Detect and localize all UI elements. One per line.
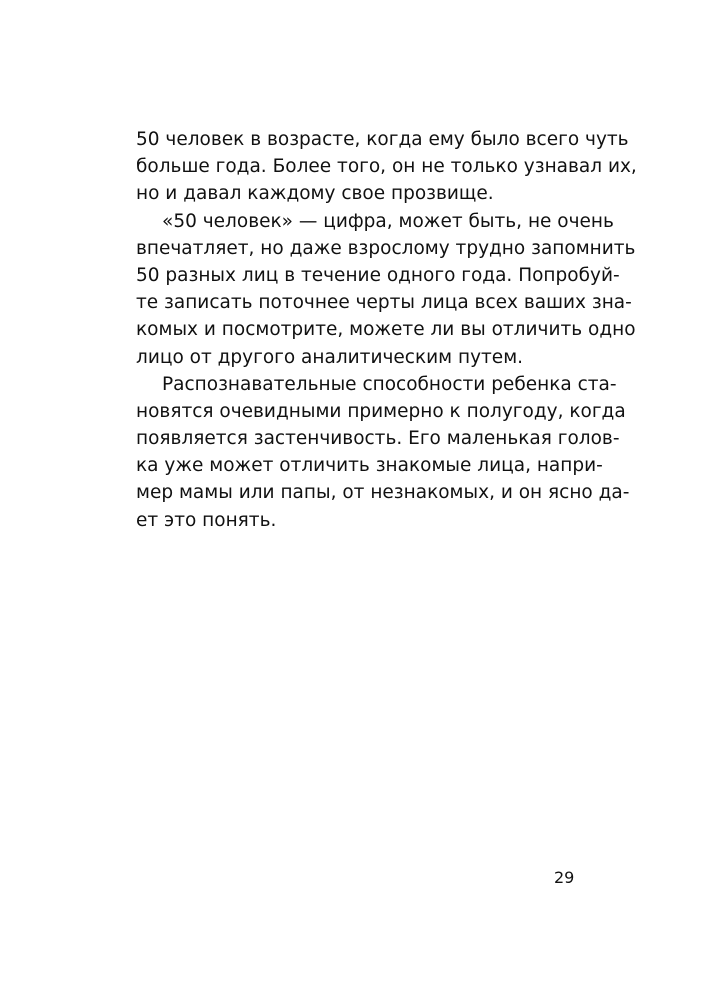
text-line: комых и посмотрите, можете ли вы отличить одно	[136, 319, 636, 341]
text-line: появляется застенчивость. Его маленькая голов-	[136, 428, 620, 450]
text-line: мер мамы или папы, от незнакомых, и он ясно да-	[136, 482, 630, 504]
text-line: но и давал каждому свое прозвище.	[136, 183, 494, 205]
text-line: «50 человек» — цифра, может быть, не очень	[162, 210, 614, 232]
text-line: впечатляет, но даже взрослому трудно запомнить	[136, 237, 636, 259]
page-number: 29	[554, 868, 575, 887]
text-line: 50 человек в возрасте, когда ему было всего чуть	[136, 129, 629, 150]
text-line: ет это понять.	[136, 509, 277, 531]
text-line: лицо от другого аналитическим путем.	[136, 346, 524, 368]
text-line: 50 разных лиц в течение одного года. Попробуй-	[136, 264, 620, 286]
body-text	[136, 126, 637, 534]
text-line: ка уже может отличить знакомые лица, напри-	[136, 455, 603, 477]
text-line: те записать поточнее черты лица всех ваших зна-	[136, 292, 632, 314]
text-line: больше года. Более того, он не только узнавал их,	[136, 156, 637, 178]
text-line: новятся очевидными примерно к полугоду, когда	[136, 400, 626, 422]
text-line: Распознавательные способности ребенка ста-	[162, 373, 617, 395]
